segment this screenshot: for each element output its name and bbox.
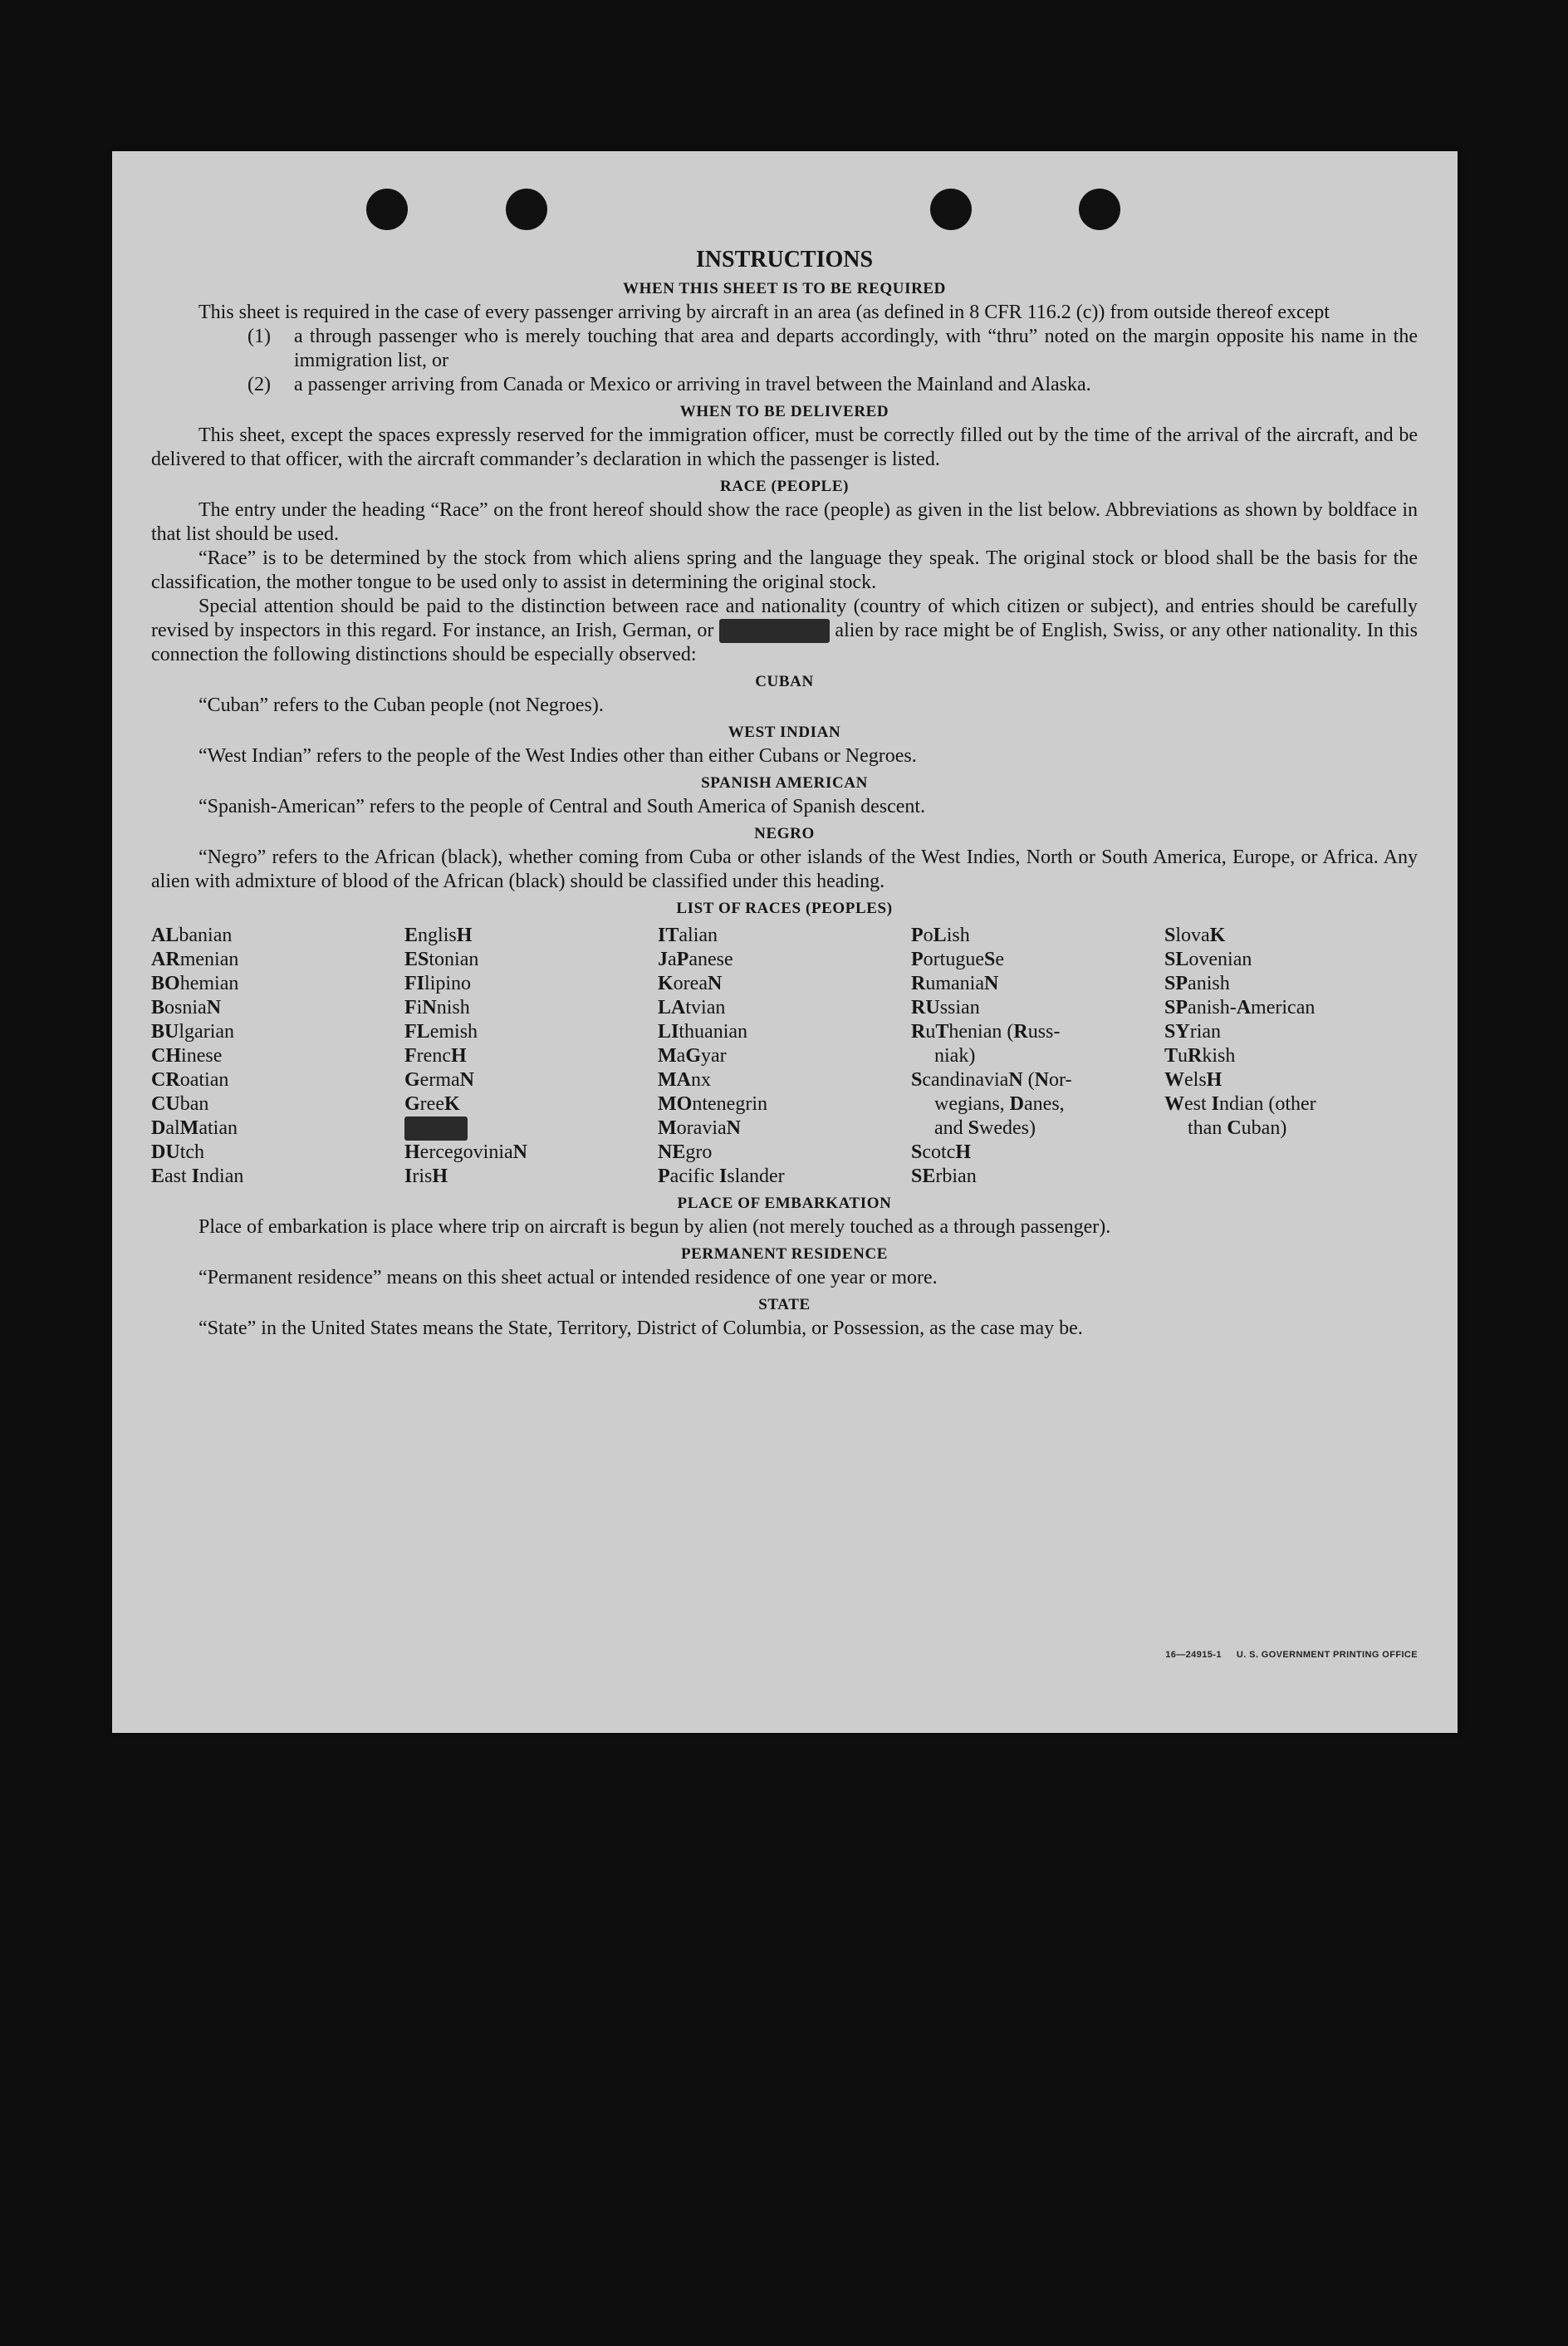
- instructions-body: [151, 246, 1418, 1341]
- embarkation-text: Place of embarkation is place where trip on aircraft is begun by alien (not merely touched as a through passenger).: [198, 1216, 1111, 1238]
- document-sheet: [112, 151, 1458, 1733]
- cuban-text: “Cuban” refers to the Cuban people (not Negroes).: [198, 694, 604, 716]
- race-entry: GermaN: [404, 1069, 474, 1091]
- race-entry: SPanish-American: [1164, 997, 1316, 1018]
- printer-name: U. S. GOVERNMENT PRINTING OFFICE: [1236, 1650, 1418, 1660]
- race-entry: HercegoviniaN: [404, 1141, 527, 1163]
- race-entry: MoraviaN: [658, 1117, 741, 1139]
- delivered-text: This sheet, except the spaces expressly reserved for the immigration officer, must be correctly filled out by the time of the arrival of the aircraft, and be delivered to that officer, with the aircraft commander’s declaration in which the passenger is listed.: [151, 425, 1418, 470]
- race-entry: KoreaN: [658, 973, 723, 994]
- west-indian-text: “West Indian” refers to the people of the West Indies other than either Cubans or Negroes.: [198, 745, 917, 767]
- race-entry: PoLish: [911, 925, 970, 946]
- race-entry: PortugueSe: [911, 949, 1005, 970]
- section-heading-state: STATE: [758, 1296, 811, 1313]
- race-entry: BosniaN: [151, 997, 222, 1018]
- races-list: [151, 924, 1418, 1189]
- section-heading-embarkation: PLACE OF EMBARKATION: [677, 1195, 892, 1212]
- races-column: [658, 924, 911, 1189]
- races-column: [911, 924, 1164, 1189]
- section-heading-spanish-american: SPANISH AMERICAN: [701, 774, 868, 792]
- race-entry: MaGyar: [658, 1045, 727, 1067]
- punch-hole: [366, 189, 408, 230]
- race-entry: MAnx: [658, 1069, 711, 1091]
- section-heading-required: WHEN THIS SHEET IS TO BE REQUIRED: [622, 280, 947, 297]
- section-heading-west-indian: WEST INDIAN: [728, 724, 841, 741]
- race-entry: [404, 1117, 658, 1141]
- races-column: [404, 924, 658, 1189]
- race-entry: FLemish: [404, 1021, 478, 1043]
- race-entry: CRoatian: [151, 1069, 229, 1091]
- race-entry: SErbian: [911, 1166, 977, 1187]
- form-number: 16—24915-1: [1165, 1650, 1222, 1660]
- race-entry: BOhemian: [151, 973, 239, 994]
- race-entry: FIlipino: [404, 973, 472, 994]
- race-entry: LAtvian: [658, 997, 726, 1018]
- redacted-word: [404, 1117, 468, 1141]
- punch-hole: [506, 189, 547, 230]
- race-entry: FrencH: [404, 1045, 467, 1067]
- spanish-american-text: “Spanish-American” refers to the people of Central and South America of Spanish descent.: [198, 796, 926, 817]
- section-heading-negro: NEGRO: [754, 825, 815, 842]
- race-entry: SYrian: [1164, 1021, 1222, 1043]
- race-entry: EStonian: [404, 949, 479, 970]
- race-entry: SPanish: [1164, 973, 1230, 994]
- race-entry: IrisH: [404, 1166, 448, 1187]
- race-entry: CHinese: [151, 1045, 223, 1067]
- race-entry: ScotcH: [911, 1141, 972, 1163]
- race-entry: CUban: [151, 1093, 209, 1115]
- section-heading-delivered: WHEN TO BE DELIVERED: [679, 403, 889, 420]
- race-entry: SlovaK: [1164, 925, 1226, 946]
- list-item: (1) a through passenger who is merely touching that area and departs accordingly, with “thru” noted on the margin opposite his name in the immigration list, or: [247, 326, 1418, 371]
- race-paragraph-2: “Race” is to be determined by the stock from which aliens spring and the language they speak. The original stock or blood shall be the basis for the classification, the mother tongue to be used only to assist in determining the original stock.: [151, 547, 1418, 593]
- race-entry: TuRkish: [1164, 1045, 1236, 1067]
- page-title: INSTRUCTIONS: [695, 247, 874, 272]
- punch-hole: [930, 189, 972, 230]
- races-column: [1164, 924, 1418, 1189]
- race-paragraph-3: Special attention should be paid to the distinction between race and nationality (country of which citizen or subject), and entries should be carefully revised by inspectors in this regard. For instance, an Irish, German, or alien by race might be of English, Swiss, or any other nationality. In this connection the following distinctions should be especially observed:: [151, 596, 1419, 665]
- race-entry: West Indian (other: [1164, 1093, 1316, 1115]
- race-entry: FiNnish: [404, 997, 470, 1018]
- section-heading-races-list: LIST OF RACES (PEOPLES): [676, 900, 893, 917]
- race-entry: ARmenian: [151, 949, 239, 970]
- race-entry: LIthuanian: [658, 1021, 748, 1043]
- section-heading-residence: PERMANENT RESIDENCE: [680, 1245, 889, 1263]
- race-entry: RumaniaN: [911, 973, 999, 994]
- section-heading-race: RACE (PEOPLE): [719, 478, 850, 495]
- residence-text: “Permanent residence” means on this sheet actual or intended residence of one year or more.: [198, 1267, 938, 1288]
- race-entry: DUtch: [151, 1141, 205, 1163]
- list-item: (2) a passenger arriving from Canada or Mexico or arriving in travel between the Mainland and Alaska.: [247, 374, 1091, 395]
- race-entry: East Indian: [151, 1166, 244, 1187]
- race-entry: RuThenian (Russ-: [911, 1021, 1061, 1043]
- section-heading-cuban: CUBAN: [755, 673, 814, 690]
- race-entry: DalMatian: [151, 1117, 238, 1139]
- race-entry: WelsH: [1164, 1069, 1223, 1091]
- redacted-word: [719, 619, 830, 643]
- race-entry: JaPanese: [658, 949, 733, 970]
- race-entry: and Swedes): [934, 1117, 1036, 1139]
- print-footer: [1150, 1650, 1418, 1660]
- race-entry: ScandinaviaN (Nor-: [911, 1069, 1072, 1091]
- race-entry: niak): [934, 1045, 976, 1067]
- race-entry: Pacific Islander: [658, 1166, 785, 1187]
- race-entry: NEgro: [658, 1141, 713, 1163]
- race-entry: BUlgarian: [151, 1021, 235, 1043]
- race-entry: GreeK: [404, 1093, 460, 1115]
- race-entry: SLovenian: [1164, 949, 1252, 970]
- race-entry: MOntenegrin: [658, 1093, 767, 1115]
- race-paragraph-1: The entry under the heading “Race” on the front hereof should show the race (people) as given in the list below. Abbreviations as shown by boldface in that list should be used.: [151, 499, 1418, 545]
- race-entry: ITalian: [658, 925, 718, 946]
- race-entry: RUssian: [911, 997, 980, 1018]
- required-intro: This sheet is required in the case of every passenger arriving by aircraft in an area (as defined in 8 CFR 116.2 (c)) from outside thereof except: [198, 302, 1330, 323]
- punch-hole: [1079, 189, 1120, 230]
- race-entry: EnglisH: [404, 925, 473, 946]
- negro-text: “Negro” refers to the African (black), whether coming from Cuba or other islands of the West Indies, North or South America, Europe, or Africa. Any alien with admixture of blood of the African (black) should be classified under this heading.: [151, 847, 1418, 892]
- state-text: “State” in the United States means the State, Territory, District of Columbia, or Possession, as the case may be.: [198, 1318, 1083, 1339]
- race-entry: than Cuban): [1188, 1117, 1287, 1139]
- race-entry: ALbanian: [151, 925, 233, 946]
- race-entry: wegians, Danes,: [934, 1093, 1065, 1115]
- races-column: [151, 924, 404, 1189]
